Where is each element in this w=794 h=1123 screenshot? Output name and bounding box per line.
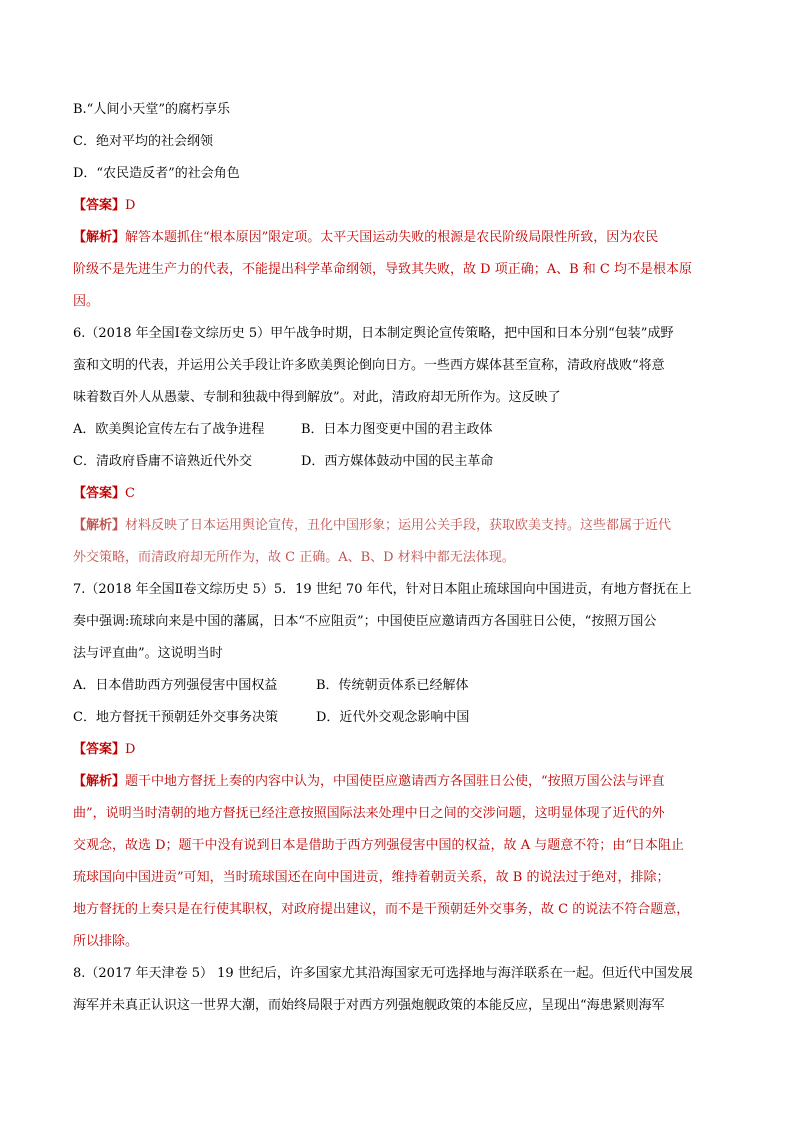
q7-answer-line bbox=[73, 740, 135, 760]
q6-stem-line-1: 6.（2018 年全国Ⅰ卷文综历史 5）甲午战争时期，日本制定舆论宣传策略，把中国和日本分别“包装”成野 bbox=[73, 326, 674, 341]
q7-options-row-2 bbox=[73, 708, 733, 728]
q6-options-row-2 bbox=[73, 452, 733, 472]
q6-stem-line-2: 蛮和文明的代表，并运用公关手段让许多欧美舆论倒向日方。一些西方媒体甚至宣称，清政府战败“将意 bbox=[73, 358, 665, 373]
q6-option-a: A．欧美舆论宣传左右了战争进程 bbox=[73, 422, 265, 437]
answer-value: D bbox=[125, 198, 136, 213]
answer-value: C bbox=[125, 486, 135, 501]
q7-stem-line-1: 7.（2018 年全国Ⅱ卷文综历史 5）5．19 世纪 70 年代，针对日本阻止琉球国向中国进贡，有地方督抚在上 bbox=[73, 582, 692, 597]
q6-options-row-1 bbox=[73, 420, 733, 440]
analysis-text: 题干中地方督抚上奏的内容中认为，中国使臣应邀请西方各国驻日公使，“按照万国公法与评直 bbox=[125, 774, 665, 789]
q7-analysis-line-2: 曲”，说明当时清朝的地方督抚已经注意按照国际法来处理中日之间的交涉问题，这明显体现了近代的外 bbox=[73, 806, 665, 821]
analysis-tag: 【解析】 bbox=[73, 230, 126, 245]
q7-analysis-line-4: 琉球国向中国进贡”可知，当时琉球国还在向中国进贡，维持着朝贡关系，故 B 的说法过于绝对，排除； bbox=[73, 870, 670, 885]
answer-value: D bbox=[125, 742, 136, 757]
answer-tag: 【答案】 bbox=[73, 486, 126, 501]
q5-analysis-line-1 bbox=[73, 228, 658, 248]
q5-analysis-line-3: 因。 bbox=[73, 294, 100, 309]
q7-analysis-line-5: 地方督抚的上奏只是在行使其职权，对政府提出建议，而不是干预朝廷外交事务，故 C 的说法不符合题意， bbox=[73, 902, 690, 917]
analysis-text: 材料反映了日本运用舆论宣传，丑化中国形象；运用公关手段，获取欧美支持。这些都属于近代 bbox=[125, 518, 672, 533]
q7-option-d: D．近代外交观念影响中国 bbox=[316, 710, 470, 725]
q7-options-row-1 bbox=[73, 676, 733, 696]
q5-analysis-line-2: 阶级不是先进生产力的代表，不能提出科学革命纲领，导致其失败，故 D 项正确；A、B 和 C 均不是根本原 bbox=[73, 262, 692, 277]
q6-answer-line bbox=[73, 484, 135, 504]
analysis-tag: 【解析】 bbox=[73, 774, 126, 789]
q7-option-a: A．日本借助西方列强侵害中国权益 bbox=[73, 678, 278, 693]
q7-analysis-line-1 bbox=[73, 772, 665, 792]
q7-stem-line-3: 法与评直曲”。这说明当时 bbox=[73, 646, 223, 661]
q6-option-b: B．日本力图变更中国的君主政体 bbox=[301, 422, 493, 437]
q5-option-c: C．绝对平均的社会纲领 bbox=[73, 134, 213, 149]
q7-stem-line-2: 奏中强调:琉球向来是中国的藩属，日本“不应阻贡”；中国使臣应邀请西方各国驻日公使，“按照万国公 bbox=[73, 614, 657, 629]
q6-option-c: C．清政府昏庸不谙熟近代外交 bbox=[73, 454, 252, 469]
q5-answer-line bbox=[73, 196, 135, 216]
q5-option-d: D．“农民造反者”的社会角色 bbox=[73, 166, 240, 181]
q6-stem-line-3: 味着数百外人从愚蒙、专制和独裁中得到解放”。对此，清政府却无所作为。这反映了 bbox=[73, 390, 561, 405]
q6-analysis-line-1 bbox=[73, 516, 671, 536]
q8-stem-line-1: 8.（2017 年天津卷 5） 19 世纪后，许多国家尤其沿海国家无可选择地与海洋联系在一起。但近代中国发展 bbox=[73, 966, 693, 981]
q7-option-b: B．传统朝贡体系已经解体 bbox=[316, 678, 469, 693]
answer-tag: 【答案】 bbox=[73, 198, 126, 213]
analysis-text: 解答本题抓住“根本原因”限定项。太平天国运动失败的根源是农民阶级局限性所致，因为农民 bbox=[125, 230, 659, 245]
q6-option-d: D．西方媒体鼓动中国的民主革命 bbox=[301, 454, 494, 469]
q7-analysis-line-6: 所以排除。 bbox=[73, 934, 139, 949]
q5-option-b: B.“人间小天堂”的腐朽享乐 bbox=[73, 102, 230, 117]
analysis-tag: 【解析】 bbox=[73, 518, 126, 533]
q8-stem-line-2: 海军并未真正认识这一世界大潮，而始终局限于对西方列强炮舰政策的本能反应，呈现出“海患紧则海军 bbox=[73, 998, 665, 1013]
q7-analysis-line-3: 交观念，故选 D；题干中没有说到日本是借助于西方列强侵害中国的权益，故 A 与题意不符；由“日本阻止 bbox=[73, 838, 684, 853]
q7-option-c: C．地方督抚干预朝廷外交事务决策 bbox=[73, 710, 278, 725]
q6-analysis-line-2: 外交策略，而清政府却无所作为，故 C 正确。A、B、D 材料中都无法体现。 bbox=[73, 550, 515, 565]
answer-tag: 【答案】 bbox=[73, 742, 126, 757]
